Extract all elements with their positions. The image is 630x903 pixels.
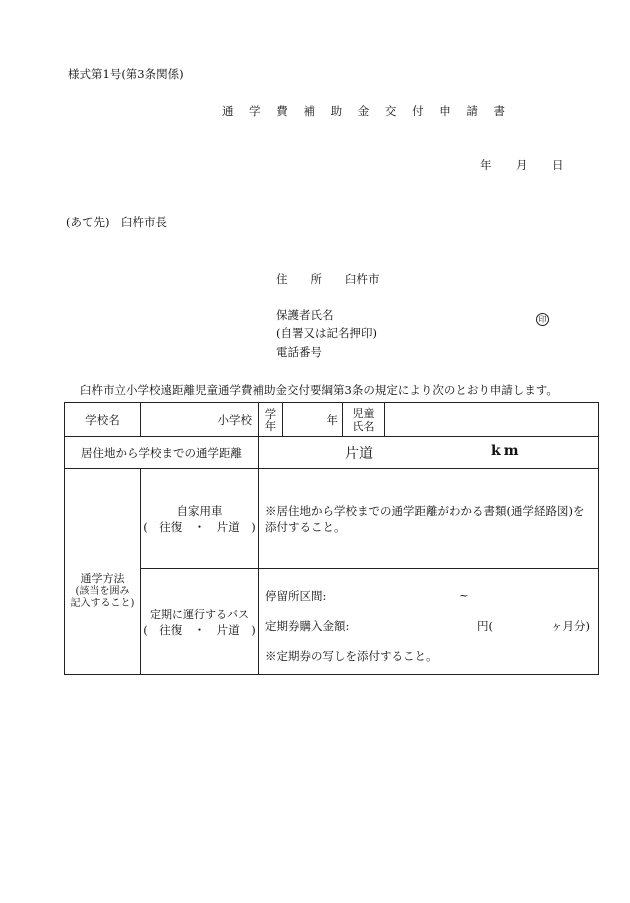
bus-details-cell — [259, 569, 599, 675]
distance-row — [65, 437, 599, 469]
school-name-field[interactable] — [141, 403, 259, 437]
bus-option-cell[interactable] — [141, 569, 259, 675]
address-label: 住 所 — [276, 272, 322, 286]
date-day: 日 — [552, 158, 564, 172]
date-year: 年 — [480, 158, 492, 172]
car-options: ( 往復 ・ 片道 ) — [143, 519, 256, 534]
school-name-label: 学校名 — [65, 403, 141, 437]
bus-stop-tilde: ~ — [459, 587, 469, 602]
bus-note: ※定期券の写しを添付すること。 — [265, 648, 438, 663]
application-table — [64, 402, 599, 675]
method-label-cell — [65, 469, 141, 675]
grade-label — [259, 403, 283, 437]
bus-label: 定期に運行するバス — [150, 607, 249, 621]
seal-mark — [536, 307, 549, 326]
distance-unit: km — [491, 442, 522, 459]
pass-amount-yen: 円( — [477, 618, 493, 633]
signature-note: (自署又は記名押印) — [276, 326, 377, 340]
car-option-cell[interactable] — [141, 469, 259, 569]
application-statement: 臼杵市立小学校遠距離児童通学費補助金交付要綱第3条の規定により次のとおり申請します。 — [80, 383, 558, 397]
car-label: 自家用車 — [176, 503, 223, 518]
bus-options: ( 往復 ・ 片道 ) — [143, 622, 256, 637]
child-label-bottom: 氏名 — [352, 419, 375, 433]
pass-amount-months: ヶ月分) — [551, 618, 590, 633]
format-number: 様式第1号(第3条関係) — [68, 67, 184, 81]
method-label: 通学方法 — [80, 571, 125, 585]
car-row — [65, 469, 599, 569]
form-title: 通 学 費 補 助 金 交 付 申 請 書 — [222, 104, 512, 118]
address-value: 臼杵市 — [345, 272, 380, 286]
distance-field[interactable] — [259, 437, 599, 469]
grade-suffix: 年 — [326, 412, 338, 427]
phone-label: 電話番号 — [276, 345, 322, 359]
grade-field[interactable] — [283, 403, 343, 437]
addressee: (あて先) 臼杵市長 — [66, 215, 167, 229]
seal-icon: 印 — [536, 313, 549, 326]
bus-stop-label: 停留所区間: — [265, 588, 327, 603]
bus-row — [65, 569, 599, 675]
date-month: 月 — [516, 158, 528, 172]
grade-label-bottom: 年 — [264, 418, 277, 433]
grade-label-top: 学 — [264, 406, 277, 421]
child-name-field[interactable] — [385, 403, 599, 437]
child-label-top: 児童 — [352, 406, 375, 420]
distance-oneway: 片道 — [345, 445, 373, 462]
distance-label: 居住地から学校までの通学距離 — [65, 437, 259, 469]
school-row — [65, 403, 599, 437]
car-note: ※居住地から学校までの通学距離がわかる書類(通学経路図)を添付すること。 — [265, 504, 585, 534]
guardian-name-label: 保護者氏名 — [276, 308, 334, 322]
method-note-1: (該当を囲み — [75, 585, 130, 597]
child-name-label — [343, 403, 385, 437]
car-note-cell — [259, 469, 599, 569]
method-note-2: 記入すること) — [70, 597, 135, 609]
school-suffix: 小学校 — [217, 412, 252, 427]
pass-amount-label: 定期券購入金額: — [265, 618, 350, 633]
